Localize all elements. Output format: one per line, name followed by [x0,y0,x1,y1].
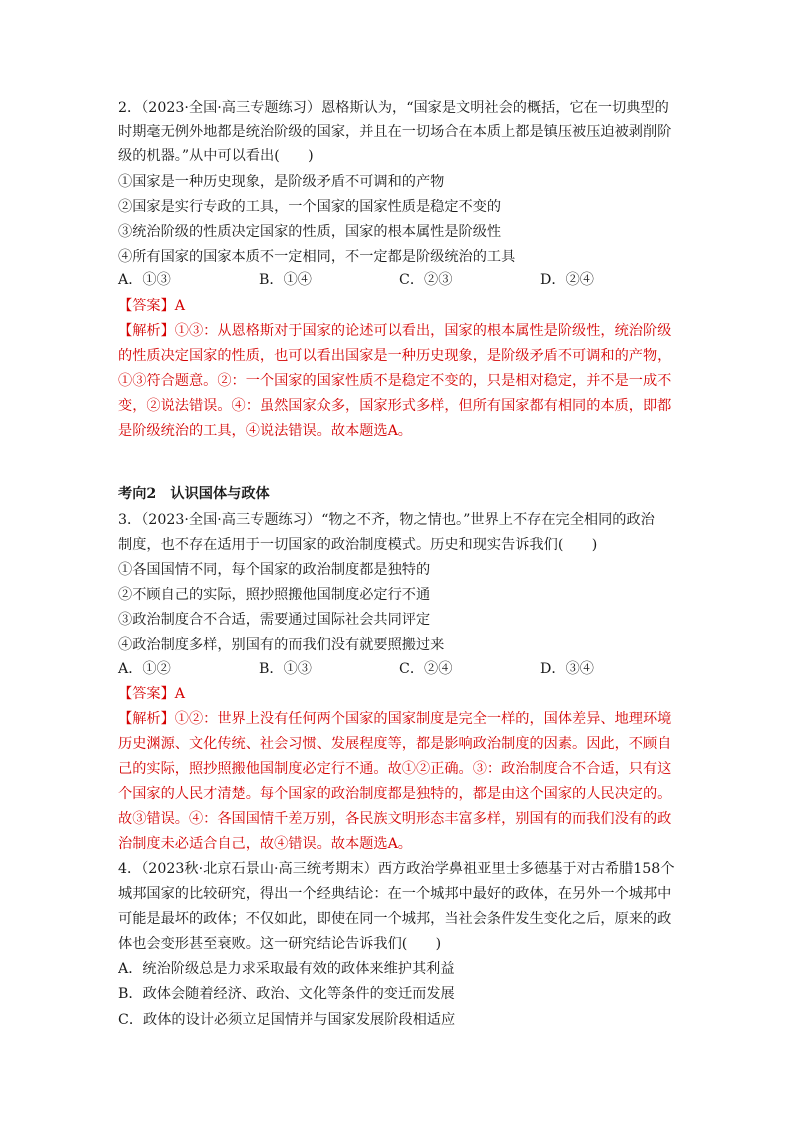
q3-analysis-line: 【解析】①②：世界上没有任何两个国家的国家制度是完全一样的，国体差异、地理环境 [118,711,672,727]
q2-statement: ①国家是一种历史现象，是阶级矛盾不可调和的产物 [118,174,445,190]
q2-statement: ②国家是实行专政的工具，一个国家的国家性质是稳定不变的 [118,199,502,215]
section-heading: 考向2 认识国体与政体 [118,486,270,502]
q2-analysis-line: 是阶级统治的工具，④说法错误。故本题选A。 [118,423,412,439]
q2-analysis-line: 【解析】①③：从恩格斯对于国家的论述可以看出，国家的根本属性是阶级性，统治阶级 [118,323,672,339]
q3-stem-line: 3．（2023·全国·高三专题练习）“物之不齐，物之情也。”世界上不存在完全相同的政治 [118,512,655,528]
q2-answer: 【答案】A [118,298,185,314]
q3-statement: ③政治制度合不合适，需要通过国际社会共同评定 [118,612,431,628]
q2-statement: ④所有国家的国家本质不一定相同，不一定都是阶级统治的工具 [118,249,516,265]
q3-statement: ②不顾自己的实际，照抄照搬他国制度必定行不通 [118,587,431,603]
q3-analysis-line: 历史渊源、文化传统、社会习惯、发展程度等，都是影响政治制度的因素。因此，不顾自 [118,736,672,752]
q3-statement: ①各国国情不同，每个国家的政治制度都是独特的 [118,562,431,578]
q3-analysis-line: 个国家的人民才清楚。每个国家的政治制度都是独特的，都是由这个国家的人民决定的。 [118,786,672,802]
q2-analysis-line: 变，②说法错误。④：虽然国家众多，国家形式多样，但所有国家都有相同的本质，即都 [118,398,672,414]
q3-option-b: B．①③ [259,661,312,677]
q2-option-d: D．②④ [540,272,594,288]
q2-stem-line: 级的机器。”从中可以看出( ) [118,148,314,164]
q2-option-b: B．①④ [259,272,312,288]
q4-option-c: C．政体的设计必须立足国情并与国家发展阶段相适应 [118,1012,456,1028]
q2-stem-line: 时期毫无例外地都是统治阶级的国家，并且在一切场合在本质上都是镇压被压迫被剥削阶 [118,124,672,140]
q2-option-c: C．②③ [399,272,453,288]
q2-analysis-line: 的性质决定国家的性质，也可以看出国家是一种历史现象，是阶级矛盾不可调和的产物， [118,348,672,364]
q3-option-d: D．③④ [540,661,594,677]
q4-stem-line: 可能是最坏的政体；不仅如此，即使在同一个城邦，当社会条件发生变化之后，原来的政 [118,911,672,927]
q2-option-a: A．①③ [118,272,171,288]
q3-option-a: A．①② [118,661,171,677]
q2-stem-line: 2．（2023·全国·高三专题练习）恩格斯认为，“国家是文明社会的概括，它在一切典型的 [118,100,669,116]
q3-analysis-line: 己的实际，照抄照搬他国制度必定行不通。故①②正确。③：政治制度合不合适，只有这 [118,761,672,777]
q3-answer: 【答案】A [118,686,185,702]
q3-stem-line: 制度，也不存在适用于一切国家的政治制度模式。历史和现实告诉我们( ) [118,537,598,553]
q3-option-c: C．②④ [399,661,453,677]
q4-option-a: A．统治阶级总是力求采取最有效的政体来维护其利益 [118,961,455,977]
q4-option-b: B．政体会随着经济、政治、文化等条件的变迁而发展 [118,986,455,1002]
q4-stem-line: 4．（2023秋·北京石景山·高三统考期末）西方政治学鼻祖亚里士多德基于对古希腊158个 [118,861,675,877]
q3-statement: ④政治制度多样，别国有的而我们没有就要照搬过来 [118,637,445,653]
q4-stem-line: 体也会变形甚至衰败。这一研究结论告诉我们( ) [118,936,442,952]
q2-analysis-line: ①③符合题意。②：一个国家的国家性质不是稳定不变的，只是相对稳定，并不是一成不 [118,373,672,389]
q2-statement: ③统治阶级的性质决定国家的性质，国家的根本属性是阶级性 [118,224,502,240]
q3-analysis-line: 治制度未必适合自己，故④错误。故本题选A。 [118,836,412,852]
q4-stem-line: 城邦国家的比较研究，得出一个经典结论：在一个城邦中最好的政体，在另外一个城邦中 [118,886,672,902]
q3-analysis-line: 故③错误。④：各国国情千差万别，各民族文明形态丰富多样，别国有的而我们没有的政 [118,811,672,827]
